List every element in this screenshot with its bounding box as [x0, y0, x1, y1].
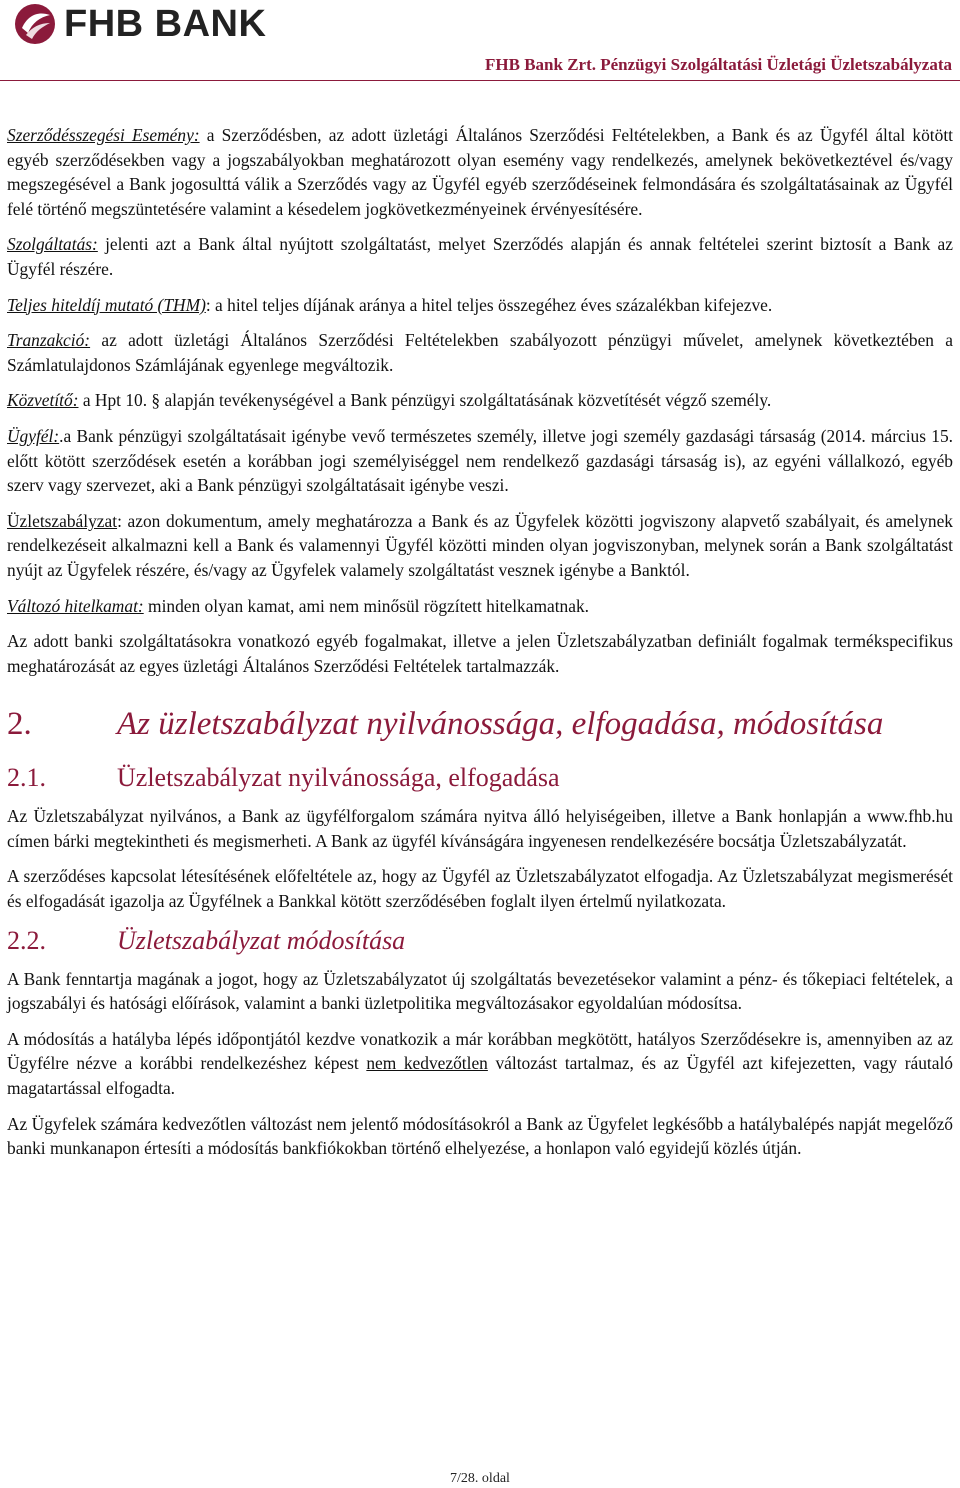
definition-term: Szerződésszegési Esemény: — [7, 125, 200, 145]
closing-paragraph: Az adott banki szolgáltatásokra vonatkozó egyéb fogalmakat, illetve a jelen Üzletszabályzatban definiált fogalmak termékspecifikus meghatározását az egyes üzletági Általános Szerződési Feltételek tartalmazzák. — [7, 631, 953, 676]
definition-text: a Szerződésben, az adott üzletági Általános Szerződési Feltételekben, a Bank és az Ügyfél által kötött egyéb szerződésekben vagy a jogszabályokban meghatározott olyan esemény vagy rendelkezés, amelynek bekövetkeztével és/vagy megszegésével a Bank jogosulttá válik a Szerződés vagy az Ügyfél egyéb szerződéseinek felmondására és szolgáltatásainak az Ügyfél felé történő megszüntetésére valamint a késedelem jogkövetkezményeinek érvényesítésére. — [7, 125, 953, 219]
section-number: 2. — [7, 706, 32, 743]
definition-text: az adott üzletági Általános Szerződési Feltételekben szabályozott pénzügyi művelet, amelynek következtében a Számlatulajdonos Számlájának egyenlege megváltozik. — [7, 330, 953, 375]
subsection-heading — [7, 925, 953, 957]
body-text: A módosítás a hatályba lépés időpontjától kezdve vonatkozik a már korábban megkötött, hatályos Szerződésekre is, amennyiben az az Ügyfélre nézve a korábbi rendelkezéshez képest — [7, 1028, 953, 1074]
definition-text: : azon dokumentum, amely meghatározza a Bank és az Ügyfelek közötti jogviszony alapvető szabályait, és amelynek rendelkezéseit alkalmazni kell a Bank és valamennyi Ügyfél közötti minden olyan jogviszonyban, melynek során a Bank szolgáltatást nyújt az Ügyfelek részére, és/vagy az Ügyfelek valamely szolgáltatást vesznek igénybe a Banktól. — [7, 510, 953, 580]
definition-paragraph — [7, 328, 953, 377]
definition-term: Ügyfél: — [7, 425, 60, 446]
definition-text: jelenti azt a Bank által nyújtott szolgáltatást, melyet Szerződés alapján és annak feltételei szerint biztosít a Bank az Ügyfél részére. — [7, 234, 953, 279]
definition-term: Szolgáltatás: — [7, 234, 98, 255]
definition-term: Üzletszabályzat — [7, 510, 118, 531]
body-text: változást tartalmaz, és az Ügyfél azt kifejezetten, vagy ráutaló magatartással elfogadta. — [7, 1053, 953, 1099]
logo-wordmark: FHB BANK — [64, 3, 267, 45]
header-divider — [0, 80, 960, 81]
definition-term: Tranzakció: — [7, 330, 91, 351]
page-number: 7/28. oldal — [450, 1471, 510, 1486]
definition-term: Változó hitelkamat: — [7, 595, 144, 616]
body-paragraph: A Bank fenntartja magának a jogot, hogy az Üzletszabályzatot új szolgáltatás bevezetésekor valamint a pénz- és tőkepiaci feltételek, a jogszabályi és hatósági előírások, valamint a banki üzletpolitika megváltozásakor egyoldalúan módosítsa. — [7, 968, 953, 1014]
definition-text: : a hitel teljes díjának aránya a hitel teljes összegéhez éves százalékban kifejezve. — [205, 294, 773, 315]
bank-logo — [14, 2, 266, 46]
definition-paragraph — [7, 509, 953, 583]
definition-paragraph — [7, 424, 953, 498]
subsection-number: 2.2. — [7, 925, 46, 955]
definition-text: .a Bank pénzügyi szolgáltatásait igénybe vevő természetes személy, illetve jogi személy gazdasági társaság (2014. március 15. előtt kötött szerződések esetén a korábban jogi személyiséggel nem rendelkező gazdasági társaság is), az egyéni vállalkozó, egyéb szerv vagy szervezet, aki a Bank pénzügyi szolgáltatásait igénybe veszi. — [7, 425, 953, 496]
subsection-title: Üzletszabályzat módosítása — [117, 925, 406, 955]
subsection-number: 2.1. — [7, 763, 46, 793]
fhb-logo-icon — [14, 3, 56, 45]
definition-paragraph — [7, 594, 953, 619]
section-title: Az üzletszabályzat nyilvánossága, elfogadása, módosítása — [117, 706, 884, 743]
section-heading — [7, 704, 953, 744]
definition-text: minden olyan kamat, ami nem minősül rögzített hitelkamatnak. — [143, 595, 589, 616]
subsection-title: Üzletszabályzat nyilvánossága, elfogadása — [117, 763, 560, 793]
definition-paragraph — [7, 388, 953, 413]
page-header — [0, 0, 960, 82]
document-title: FHB Bank Zrt. Pénzügyi Szolgáltatási Üzletági Üzletszabályzata — [485, 55, 952, 74]
definition-term: Közvetítő: — [7, 390, 79, 411]
body-paragraph — [7, 1027, 953, 1101]
definition-term: Teljes hiteldíj mutató (THM) — [7, 294, 206, 315]
underlined-phrase: nem kedvezőtlen — [366, 1053, 488, 1074]
subsection-heading — [7, 762, 953, 794]
definition-text: a Hpt 10. § alapján tevékenységével a Bank pénzügyi szolgáltatásának közvetítését végző személy. — [78, 390, 772, 411]
document-body — [7, 123, 953, 1172]
definition-paragraph — [7, 123, 953, 221]
body-paragraph: Az Ügyfelek számára kedvezőtlen változást nem jelentő módosításokról a Bank az Ügyfelet legkésőbb a hatálybalépés napját megelőző banki munkanapon értesíti a módosítás bankfiókokban történő elhelyezése, a honlapon való egyidejű közlés útján. — [7, 1113, 953, 1159]
body-paragraph: A szerződéses kapcsolat létesítésének előfeltétele az, hogy az Ügyfél az Üzletszabályzatot elfogadja. Az Üzletszabályzat megismerését és elfogadását igazolja az Ügyfélnek a Bankkal kötött szerződésében foglalt ilyen értelmű nyilatkozata. — [7, 866, 953, 912]
definition-paragraph — [7, 232, 953, 281]
definition-paragraph — [7, 293, 953, 318]
body-paragraph: Az Üzletszabályzat nyilvános, a Bank az ügyfélforgalom számára nyitva álló helyiségeiben, illetve a Bank honlapján a www.fhb.hu címen bárki megtekintheti és megismerheti. A Bank az ügyfél kívánságára ingyenesen rendelkezésére bocsátja Üzletszabályzatát. — [7, 806, 953, 851]
